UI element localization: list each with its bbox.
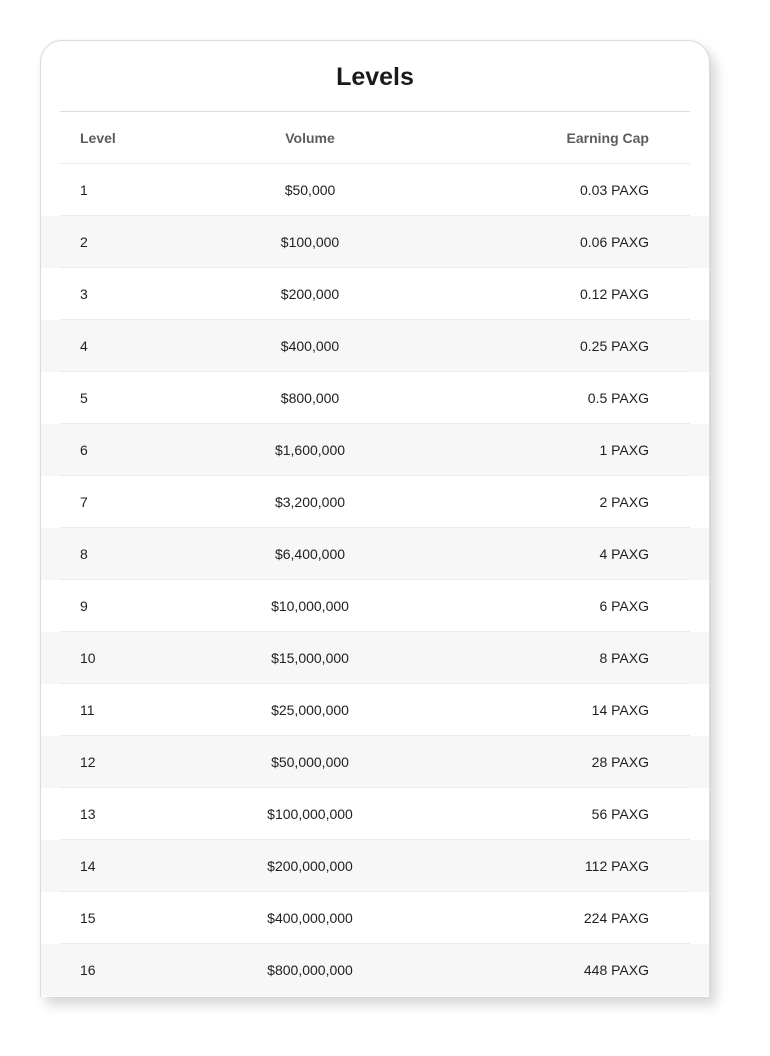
level-cell: 9 xyxy=(80,598,88,614)
level-cell: 2 xyxy=(80,234,88,250)
table-row xyxy=(41,580,709,632)
table-row xyxy=(41,632,709,684)
table-row xyxy=(41,736,709,788)
table-row xyxy=(41,268,709,320)
earning-cap-cell: 0.25 PAXG xyxy=(579,338,649,354)
volume-cell: $50,000 xyxy=(284,182,336,198)
table-header-row xyxy=(41,112,709,164)
table-row xyxy=(41,528,709,580)
table-row xyxy=(41,840,709,892)
table-row xyxy=(41,372,709,424)
earning-cap-cell: 0.12 PAXG xyxy=(579,286,649,302)
table-row xyxy=(41,944,709,996)
table-row xyxy=(41,216,709,268)
volume-cell: $800,000,000 xyxy=(267,962,353,978)
levels-card xyxy=(40,40,710,997)
volume-cell: $800,000 xyxy=(280,390,340,406)
earning-cap-cell: 2 PAXG xyxy=(599,494,649,510)
level-cell: 10 xyxy=(80,650,96,666)
volume-cell: $25,000,000 xyxy=(271,702,349,718)
column-header-level: Level xyxy=(80,130,116,146)
earning-cap-cell: 448 PAXG xyxy=(583,962,649,978)
volume-cell: $10,000,000 xyxy=(271,598,349,614)
earning-cap-cell: 0.03 PAXG xyxy=(579,182,649,198)
earning-cap-cell: 112 PAXG xyxy=(584,858,649,874)
level-cell: 4 xyxy=(80,338,88,354)
earning-cap-cell: 14 PAXG xyxy=(591,702,649,718)
earning-cap-cell: 0.5 PAXG xyxy=(587,390,649,406)
volume-cell: $100,000 xyxy=(280,234,340,250)
level-cell: 3 xyxy=(80,286,88,302)
volume-cell: $50,000,000 xyxy=(271,754,349,770)
column-header-volume: Volume xyxy=(285,130,335,146)
level-cell: 8 xyxy=(80,546,88,562)
volume-cell: $400,000 xyxy=(280,338,340,354)
earning-cap-cell: 56 PAXG xyxy=(591,806,649,822)
level-cell: 7 xyxy=(80,494,88,510)
level-cell: 6 xyxy=(80,442,88,458)
column-header-earning-cap: Earning Cap xyxy=(566,130,649,146)
level-cell: 5 xyxy=(80,390,88,406)
level-cell: 1 xyxy=(80,182,88,198)
volume-cell: $15,000,000 xyxy=(271,650,349,666)
table-row xyxy=(41,164,709,216)
volume-cell: $200,000 xyxy=(280,286,340,302)
level-cell: 15 xyxy=(80,910,96,926)
volume-cell: $200,000,000 xyxy=(267,858,353,874)
table-row xyxy=(41,424,709,476)
table-row xyxy=(41,788,709,840)
level-cell: 16 xyxy=(80,962,96,978)
levels-table xyxy=(41,112,709,996)
level-cell: 14 xyxy=(80,858,96,874)
volume-cell: $6,400,000 xyxy=(274,546,346,562)
volume-cell: $100,000,000 xyxy=(267,806,353,822)
table-row xyxy=(41,684,709,736)
level-cell: 12 xyxy=(80,754,96,770)
volume-cell: $3,200,000 xyxy=(274,494,346,510)
earning-cap-cell: 0.06 PAXG xyxy=(579,234,649,250)
volume-cell: $1,600,000 xyxy=(274,442,346,458)
earning-cap-cell: 1 PAXG xyxy=(599,442,649,458)
level-cell: 13 xyxy=(80,806,96,822)
earning-cap-cell: 224 PAXG xyxy=(583,910,649,926)
earning-cap-cell: 8 PAXG xyxy=(599,650,649,666)
level-cell: 11 xyxy=(80,702,95,718)
table-row xyxy=(41,892,709,944)
table-row xyxy=(41,476,709,528)
earning-cap-cell: 4 PAXG xyxy=(599,546,649,562)
earning-cap-cell: 6 PAXG xyxy=(599,598,649,614)
table-row xyxy=(41,320,709,372)
card-title: Levels xyxy=(60,41,690,112)
earning-cap-cell: 28 PAXG xyxy=(591,754,649,770)
volume-cell: $400,000,000 xyxy=(267,910,353,926)
